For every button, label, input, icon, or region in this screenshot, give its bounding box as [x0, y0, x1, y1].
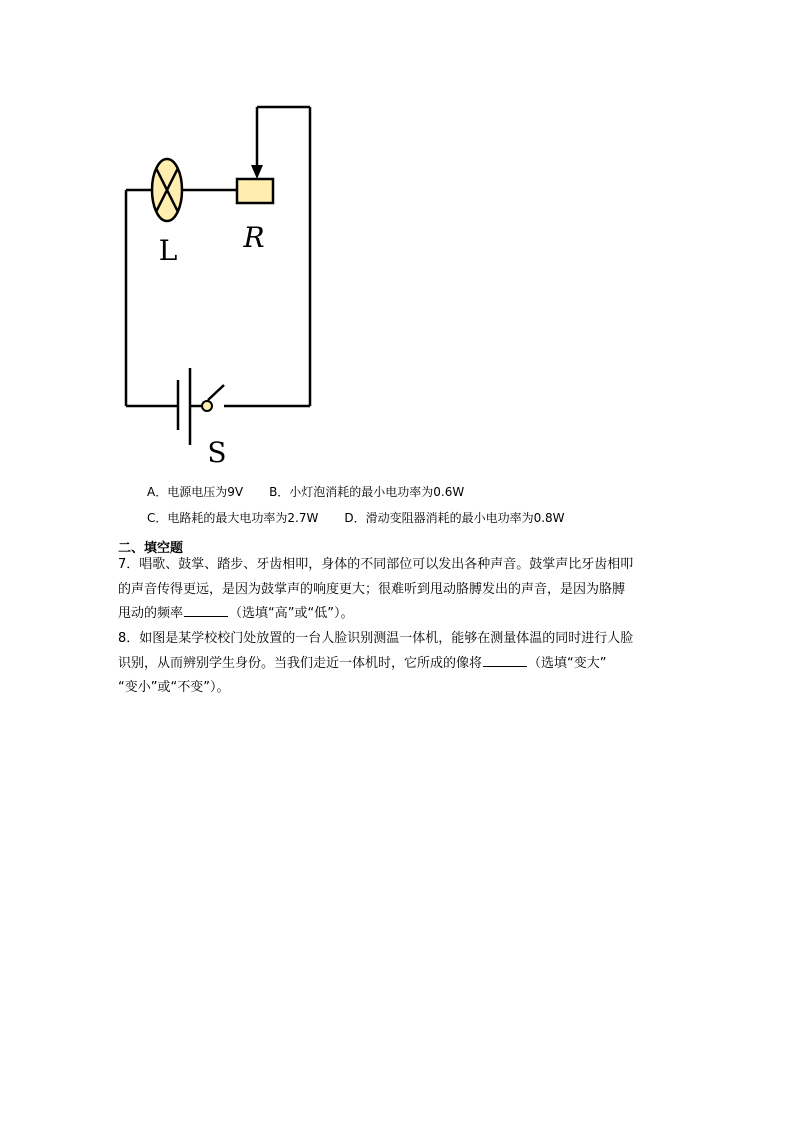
question-8	[118, 627, 678, 701]
switch-symbol	[202, 385, 224, 411]
q7-line-2: 的声音传得更远，是因为鼓掌声的响度更大；很难听到甩动胳膊发出的声音，是因为胳膊	[118, 581, 626, 597]
option-a: A．电源电压为9V	[147, 485, 244, 499]
option-c: C．电路耗的最大电功率为2.7W	[147, 511, 319, 525]
question-7	[118, 553, 678, 627]
q8-line-2-a: 识别，从而辨别学生身份。当我们走近一体机时，它所成的像将	[118, 655, 483, 671]
resistor-label: R	[243, 221, 265, 254]
option-d: D．滑动变阻器消耗的最小电功率为0.8W	[344, 511, 565, 525]
circuit-diagram	[110, 95, 320, 470]
switch-label: S	[207, 436, 227, 469]
q8-line-3: “变小”或“不变”）。	[118, 680, 230, 695]
options-row-cd	[147, 510, 565, 526]
circuit-wires	[126, 107, 310, 406]
lamp-label: L	[158, 234, 178, 267]
battery-symbol	[178, 368, 190, 445]
q7-answer-blank[interactable]	[184, 603, 228, 617]
q8-line-2-b: （选填“变大”	[528, 655, 607, 671]
q7-line-1: 7．唱歌、鼓掌、踏步、牙齿相叩，身体的不同部位可以发出各种声音。鼓掌声比牙齿相叩	[118, 557, 634, 572]
option-b: B．小灯泡消耗的最小电功率为0.6W	[269, 485, 465, 499]
q8-line-1: 8．如图是某学校校门处放置的一台人脸识别测温一体机，能够在测量体温的同时进行人脸	[118, 631, 634, 646]
q8-answer-blank[interactable]	[483, 653, 527, 667]
rheostat-symbol	[237, 165, 273, 203]
section-title: 二、填空题	[118, 541, 184, 556]
q8-line-2	[118, 652, 678, 677]
q7-line-3-a: 甩动的频率	[118, 606, 184, 621]
q7-line-3	[118, 602, 678, 627]
options-row-ab	[147, 484, 464, 500]
q7-line-3-b: （选填“高”或“低”）。	[229, 606, 354, 621]
lamp-symbol	[152, 159, 182, 221]
